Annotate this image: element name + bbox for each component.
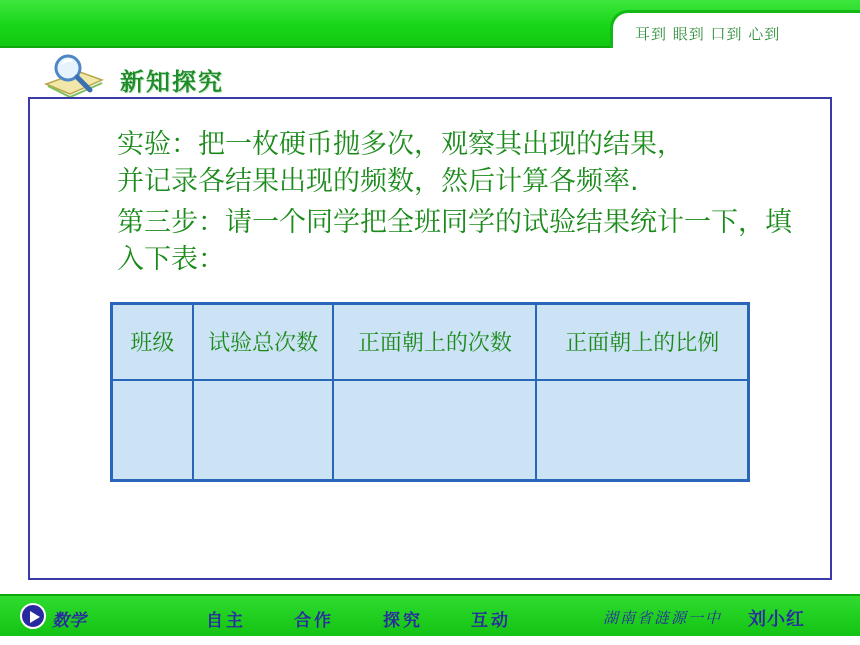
table-header-cell: 正面朝上的次数 bbox=[333, 304, 536, 380]
table-row bbox=[112, 380, 749, 481]
nav-cooperate[interactable]: 合作 bbox=[294, 611, 334, 631]
author-name: 刘小红 bbox=[748, 609, 805, 630]
table-cell[interactable] bbox=[536, 380, 748, 481]
table-header-cell: 正面朝上的比例 bbox=[536, 304, 748, 380]
table-header-row bbox=[112, 304, 749, 380]
nav-self-study[interactable]: 自主 bbox=[206, 611, 246, 631]
subject-label: 数学 bbox=[52, 611, 86, 631]
experiment-label: 实验： bbox=[117, 129, 198, 160]
bottom-nav-bar bbox=[0, 594, 860, 636]
result-table bbox=[110, 302, 750, 482]
experiment-paragraph bbox=[117, 126, 797, 200]
table-header-cell: 班级 bbox=[112, 304, 193, 380]
slogan-text: 耳到 眼到 口到 心到 bbox=[610, 10, 860, 48]
bottom-strip bbox=[0, 636, 860, 645]
nav-explore[interactable]: 探究 bbox=[383, 611, 423, 631]
magnifier-book-icon bbox=[40, 50, 110, 102]
table-cell[interactable] bbox=[112, 380, 193, 481]
table-cell[interactable] bbox=[193, 380, 333, 481]
table-header-cell: 试验总次数 bbox=[193, 304, 333, 380]
table-cell[interactable] bbox=[333, 380, 536, 481]
play-button[interactable] bbox=[20, 603, 46, 629]
school-name: 湖南省涟源一中 bbox=[603, 609, 723, 627]
step-paragraph: 第三步：请一个同学把全班同学的试验结果统计一下，填入下表： bbox=[117, 207, 792, 275]
play-icon bbox=[29, 610, 41, 624]
experiment-text-line1: 把一枚硬币抛多次，观察其出现的结果， bbox=[198, 129, 684, 160]
experiment-text-line2: 并记录各结果出现的频数，然后计算各频率. bbox=[117, 166, 639, 197]
top-banner bbox=[0, 0, 860, 48]
nav-interact[interactable]: 互动 bbox=[471, 611, 511, 631]
section-title: 新知探究 bbox=[120, 68, 224, 96]
